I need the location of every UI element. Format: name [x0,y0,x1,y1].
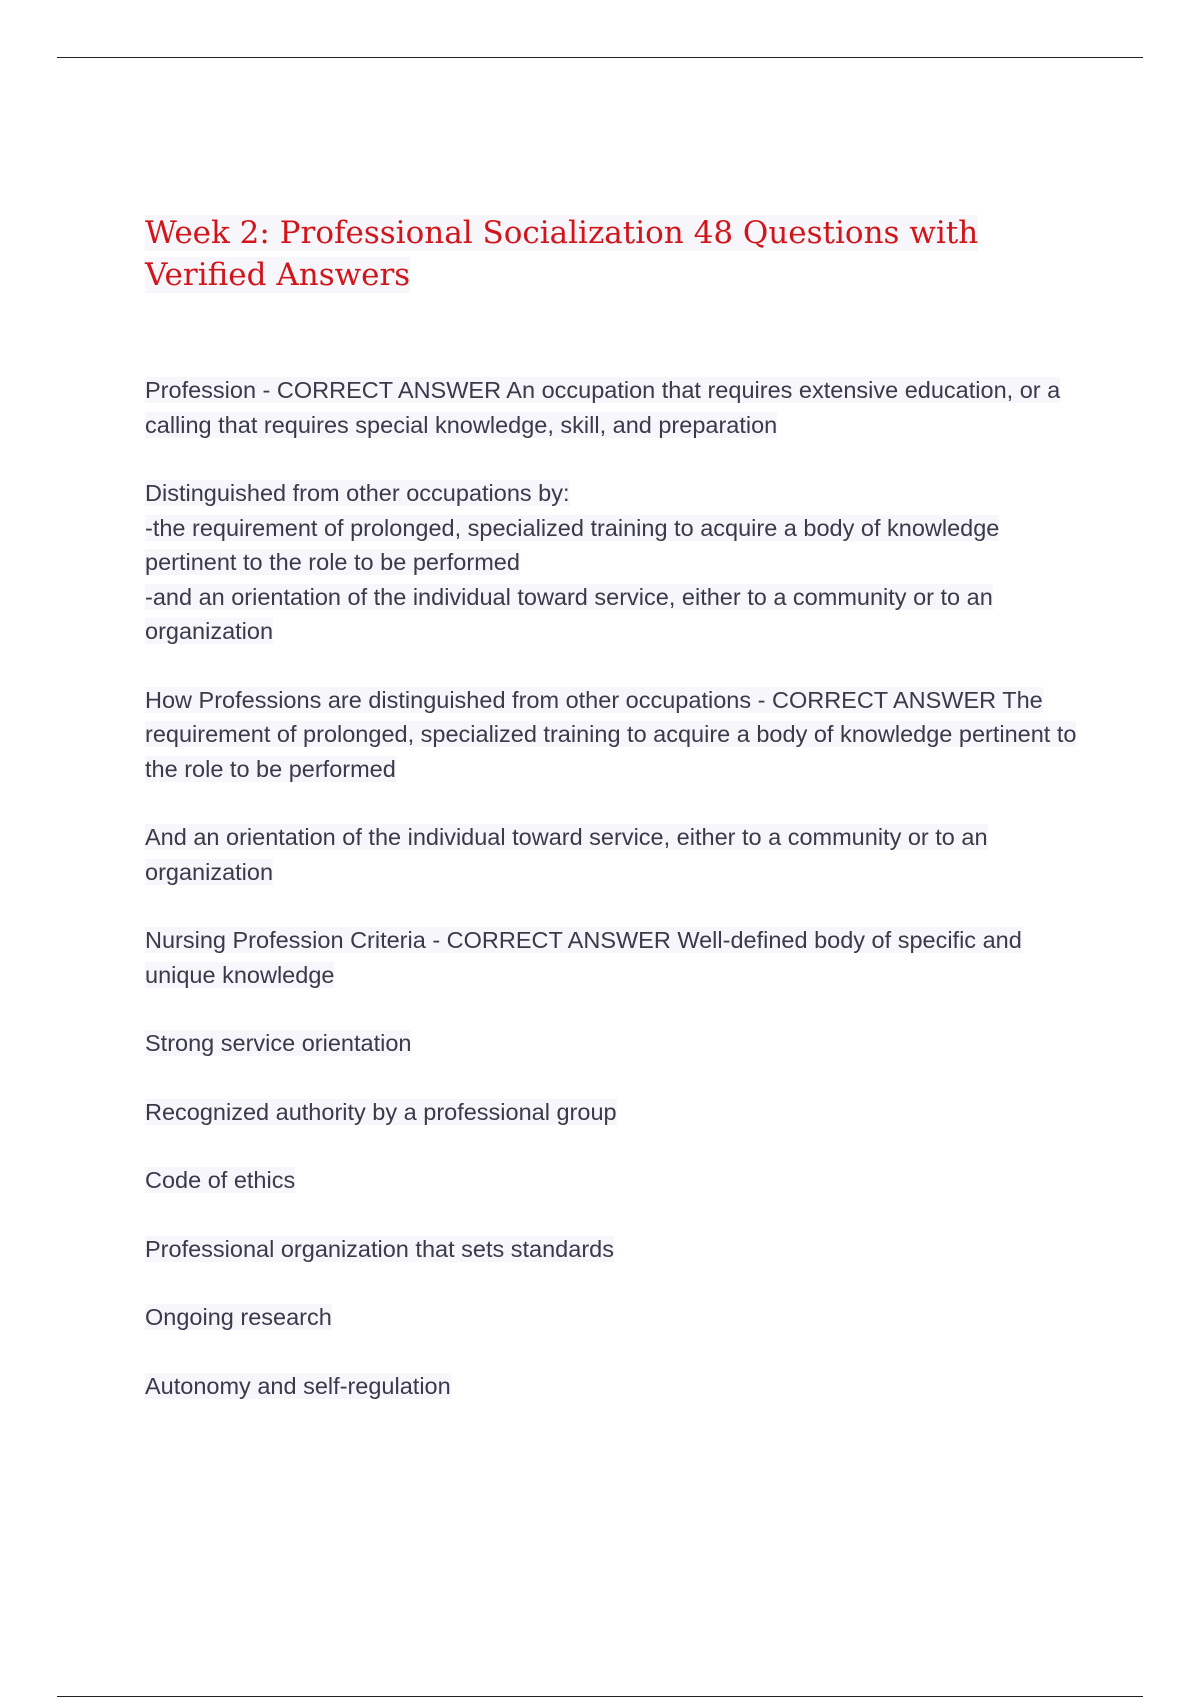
paragraph-profession-definition [145,373,1080,442]
paragraph-service-orientation [145,820,1080,889]
paragraph-text: Nursing Profession Criteria - CORRECT ANSWER Well-defined body of specific and unique knowledge [145,927,1022,988]
criteria-item [145,1163,1080,1198]
paragraph-text: And an orientation of the individual toward service, either to a community or to an organization [145,824,988,885]
document-title [145,212,1080,296]
paragraph-text: Profession - CORRECT ANSWER An occupation that requires extensive education, or a calling that requires special knowledge, skill, and preparation [145,377,1061,438]
document-body [145,212,1080,1437]
criteria-item [145,1095,1080,1130]
paragraph-text: Strong service orientation [145,1030,412,1056]
paragraph-text: Professional organization that sets standards [145,1235,614,1262]
paragraph-how-professions-distinguished [145,683,1080,787]
paragraph-text: Distinguished from other occupations by: -the requirement of prolonged, specialized training to acquire a body of knowledge pertinent to the role to be performed -and an orientation of the individual toward service, either to a community or to an organization [145,480,1000,644]
criteria-item [145,1026,1080,1061]
paragraph-text: Autonomy and self-regulation [145,1372,451,1399]
paragraph-text: How Professions are distinguished from other occupations - CORRECT ANSWER The requirement of prolonged, specialized training to acquire a body of knowledge pertinent to the role to be performed [145,686,1077,782]
footer-rule [57,1696,1143,1697]
paragraph-text: Code of ethics [145,1167,296,1193]
header-rule [57,57,1143,58]
paragraph-text: Ongoing research [145,1304,332,1330]
criteria-item [145,1232,1080,1267]
criteria-item [145,1369,1080,1404]
paragraph-nursing-criteria [145,923,1080,992]
criteria-item [145,1300,1080,1335]
document-title-text: Week 2: Professional Socialization 48 Questions with Verified Answers [145,215,979,293]
paragraph-text: Recognized authority by a professional group [145,1098,617,1125]
paragraph-distinguished-by [145,476,1080,649]
